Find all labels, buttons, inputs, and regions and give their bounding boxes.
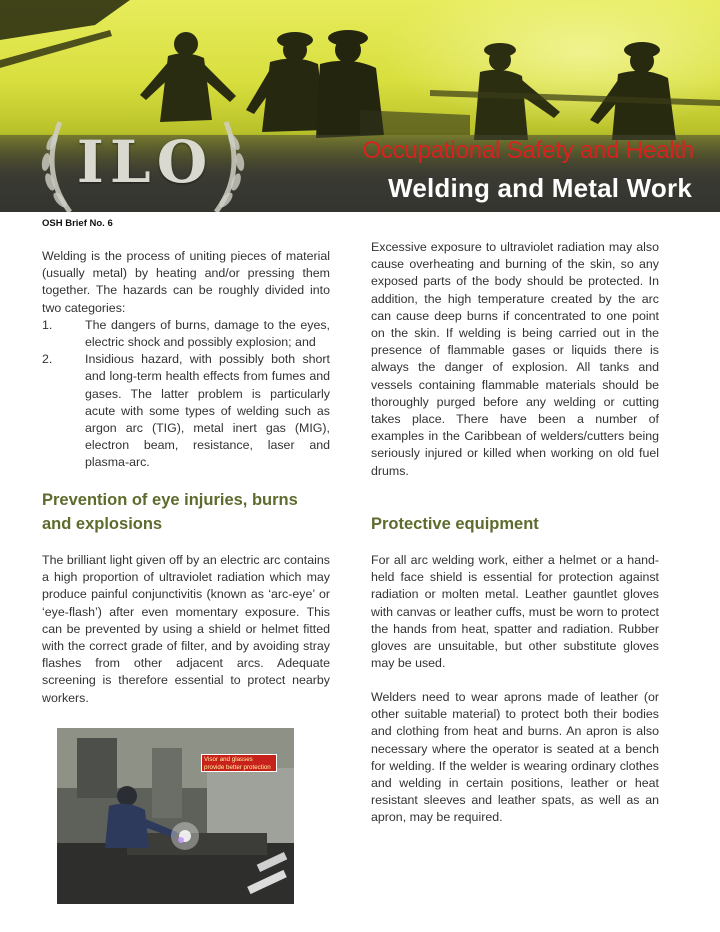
prevention-heading-line2: and explosions	[42, 515, 163, 533]
banner-title-welding: Welding and Metal Work	[388, 173, 692, 203]
hazard-list-item	[42, 351, 330, 471]
header-banner	[0, 0, 720, 212]
prevention-heading-line1: Prevention of eye injuries, burns	[42, 491, 298, 509]
prevention-paragraph: The brilliant light given off by an electric arc contains a high proportion of ultraviolet radiation which may produce painful conjunctivitis (known as ‘arc-eye’ or ‘eye-flash’) after even momentary exposure. This can be prevented by using a shield or helmet fitted with the correct grade of filter, and by avoiding stray flashes from other adjacent arcs. Adequate screening is therefore essential to protect nearby workers.	[42, 553, 330, 705]
left-column-intro	[42, 248, 330, 472]
brief-number-label: OSH Brief No. 6	[42, 218, 113, 229]
hazard-number: 1.	[42, 317, 53, 332]
aprons-paragraph: Welders need to wear aprons made of leather (or other suitable material) to protect both their bodies and clothing from heat and burns. An apron is also necessary where the operator is seated at a bench for welding. If the welder is wearing ordinary clothes and welding in certain positions, leather or heat resistant sleeves and leather spats, as well as an apron, may be required.	[371, 690, 659, 825]
hazard-number: 2.	[42, 352, 53, 367]
photo-caption: Visor and glasses provide better protection	[201, 754, 277, 772]
protective-equipment-heading: Protective equipment	[371, 515, 539, 533]
intro-paragraph: Welding is the process of uniting pieces of material (usually metal) by heating and/or pressing them together. The hazards can be roughly divided into two categories:	[42, 249, 330, 315]
hazard-list	[42, 317, 330, 472]
ilo-logo-text: ILO	[76, 128, 214, 196]
banner-title-occupational-safety: Occupational Safety and Health	[362, 137, 694, 164]
welder-photo	[57, 728, 294, 904]
hazard-text: Insidious hazard, with possibly both short and long-term health effects from fumes and gases. The latter problem is particularly acute with some types of welding such as argon arc (TIG), metal inert gas (MIG), electron beam, resistance, laser and plasma-arc.	[85, 352, 330, 470]
hazard-text: The dangers of burns, damage to the eyes, electric shock and possibly explosion; and	[85, 317, 330, 350]
prevention-heading	[42, 488, 342, 536]
hazard-list-item	[42, 317, 330, 351]
equipment-paragraph: For all arc welding work, either a helmet or a hand-held face shield is essential for protection against radiation or molten metal. Leather gauntlet gloves with canvas or leather cuffs, must be worn to protect the hands from heat, spatter and radiation. Rubber gloves are unsuitable, but other substitute gloves may be used.	[371, 553, 659, 671]
uv-exposure-paragraph: Excessive exposure to ultraviolet radiation may also cause overheating and burning of the skin, so any exposed parts of the body should be protected. In addition, the high temperature created by the arc can cause deep burns if concentrated to one point on the skin. If welding is being carried out in the presence of flammable gases or liquids there is always the danger of explosion. All tanks and vessels containing flammable materials should be thoroughly purged before any welding or cutting takes place. There have been a number of examples in the Caribbean of welders/cutters being seriously injured or killed when working on old fuel drums.	[371, 240, 659, 478]
